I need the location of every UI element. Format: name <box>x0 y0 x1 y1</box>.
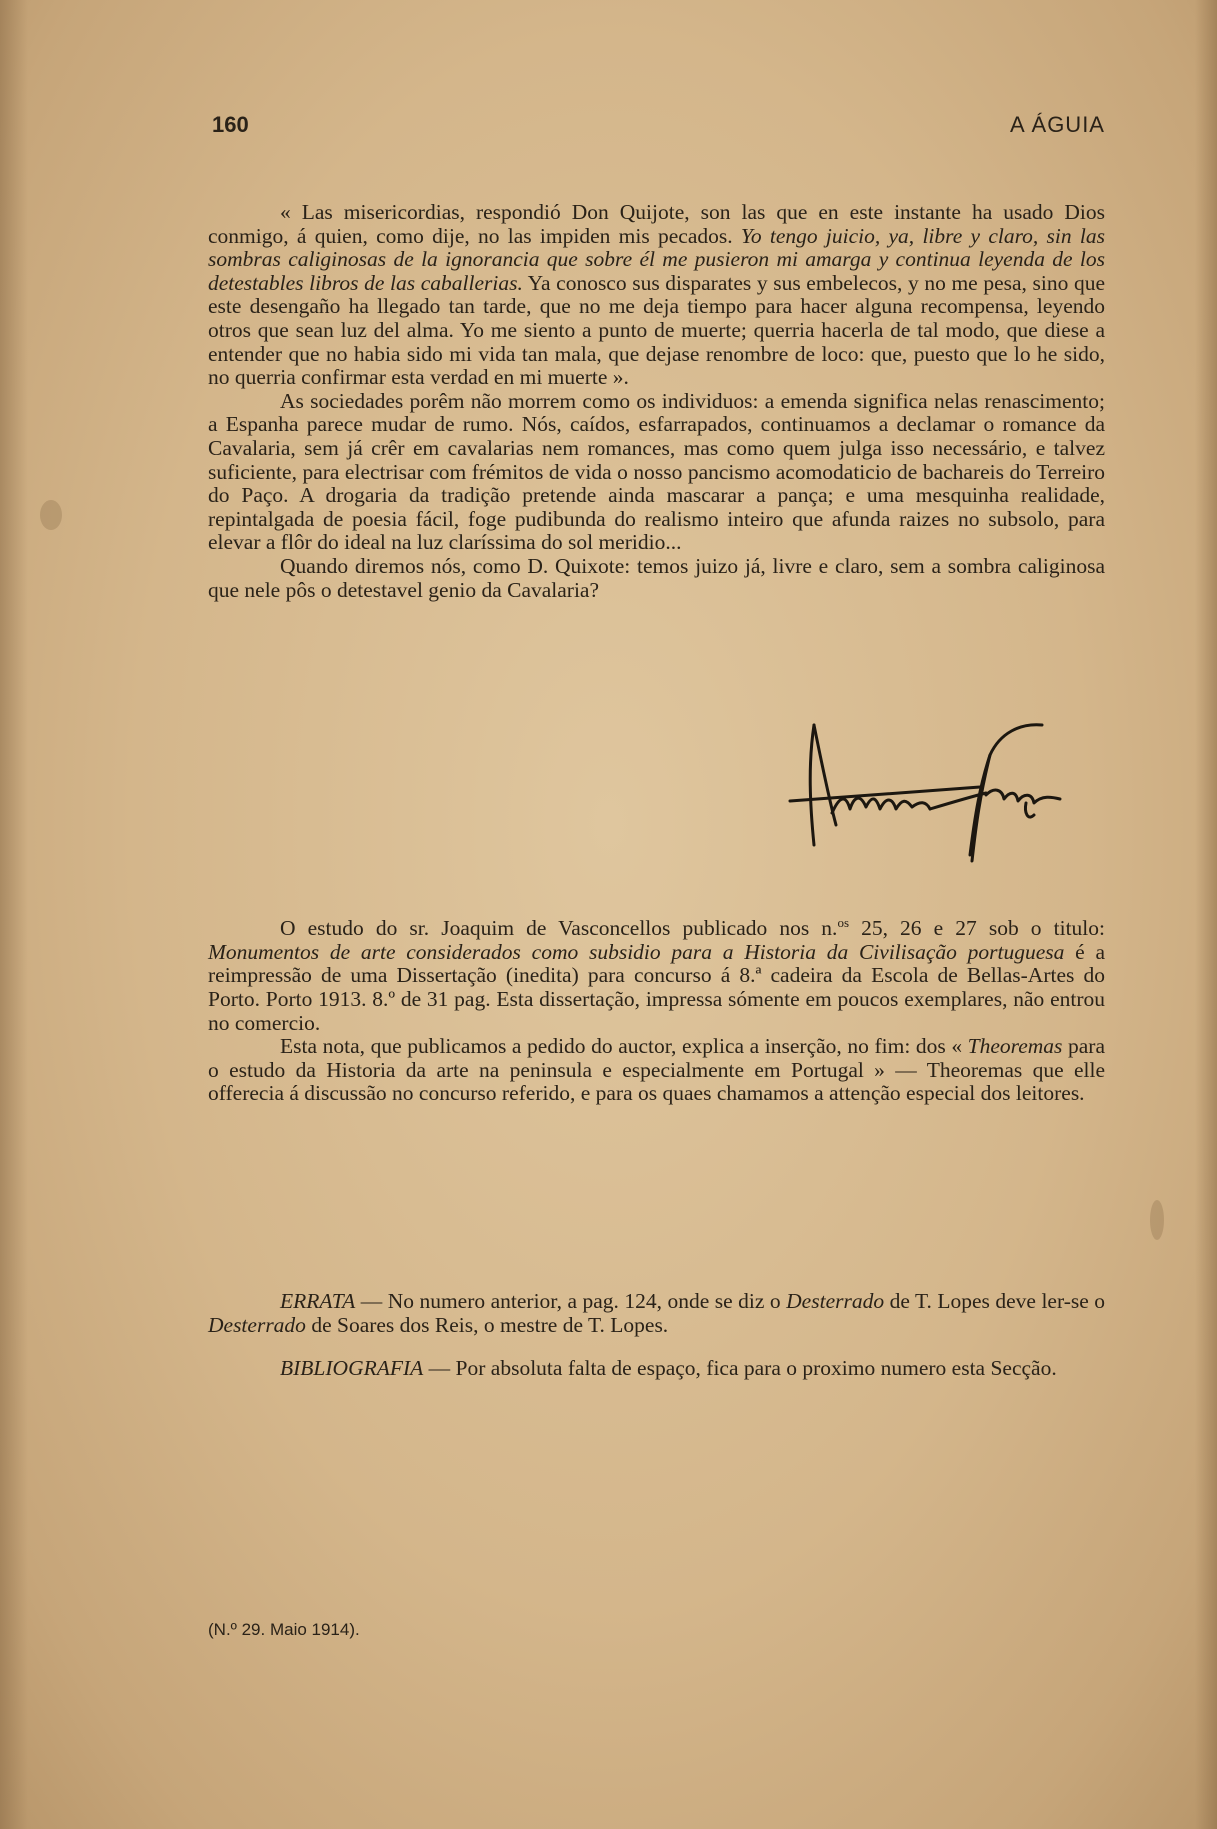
bibliografia-paragraph <box>208 1357 1105 1381</box>
quote-text-end: Ya conosco sus disparates y sus embelecos, y no me pesa, sino que este desengaño ha llegado tan tarde, que no me deja tiempo para hacer alguna recompensa, leyendo otros que sean luz del alma. Yo me siento a punto de muerte; querria hacerla de tal modo, que diese a entender que no habia sido mi vida tan mala, que dejase renombre de loco: que, puesto que lo he sido, no querria confirmar esta verdad en mi muerte ». <box>208 270 1105 390</box>
note-1-text-c: é a reimpressão de uma Dissertação (inedita) para concurso á 8.ª cadeira da Escola de Bellas-Artes do Porto. Porto 1913. 8.º de 31 pag. Esta dissertação, impressa sómente em poucos exemplares, não entrou no comercio. <box>208 939 1105 1035</box>
note-vasconcellos <box>208 911 1105 1035</box>
issue-note: (N.º 29. Maio 1914). <box>208 1620 360 1639</box>
note-1-title: Monumentos de arte considerados como subsidio para a Historia da Civilisação portuguesa <box>208 939 1065 964</box>
errata-italic-2: Desterrado <box>208 1312 306 1337</box>
note-theoremas <box>208 1035 1105 1106</box>
paper-stain <box>1150 1200 1164 1240</box>
note-2-text-b: para o estudo da Historia da arte na peninsula e especialmente em Portugal » — Theoremas que elle offerecia á discussão no concurso referido, e para os quaes chamamos a attenção especial dos leitores. <box>208 1034 1105 1106</box>
paper-stain <box>40 500 62 530</box>
quote-italic-text: Yo tengo juicio, ya, libre y claro, sin las sombras caliginosas de la ignorancia que sobre él me pusieron mi amarga y continua leyenda de los detestables libros de las caballerias. <box>208 223 1105 295</box>
quote-text-start: « Las misericordias, respondió Don Quijote, son las que en este instante ha usado Dios conmigo, á quien, como dije, no las impiden mis pecados. <box>208 200 1105 248</box>
paragraph-question: Quando diremos nós, como D. Quixote: temos juizo já, livre e claro, sem a sombra caliginosa que nele pôs o detestavel genio da Cavalaria? <box>208 553 1105 602</box>
errata-text-c: de Soares dos Reis, o mestre de T. Lopes. <box>305 1312 669 1337</box>
page-edge-shadow-left <box>0 0 28 1829</box>
errata-section <box>208 1290 1105 1401</box>
page-edge-shadow-right <box>1195 0 1217 1829</box>
errata-paragraph <box>208 1290 1105 1337</box>
errata-italic-1: Desterrado <box>786 1289 885 1313</box>
errata-text-b: de T. Lopes deve ler-se o <box>884 1289 1105 1313</box>
errata-text: — No numero anterior, a pag. 124, onde se diz o <box>355 1289 787 1313</box>
signature-image <box>780 705 1100 865</box>
quote-paragraph <box>208 201 1105 390</box>
paragraph-societies: As sociedades porêm não morrem como os individuos: a emenda significa nelas renascimento; a Espanha parece mudar de rumo. Nós, caídos, esfarrapados, continuamos a declamar o romance da Cavalaria, sem já crêr em cavalarias nem romances, mas como quem julga isso necessário, e talvez suficiente, para electrisar com frémitos de vida o nosso pancismo acomodaticio de bachareis do Terreiro do Paço. A drogaria da tradição pretende ainda mascarar a pança; e uma mesquinha realidade, repintalgada de poesia fácil, foge pudibunda do realismo inteiro que afunda raizes no subsolo, para elevar a flôr do ideal na luz claríssima do sol meridio... <box>208 388 1105 555</box>
note-1-text: O estudo do sr. Joaquim de Vasconcellos publicado nos n. <box>280 916 838 941</box>
editorial-notes <box>208 911 1105 1106</box>
bibliografia-label: BIBLIOGRAFIA <box>280 1356 424 1381</box>
errata-label: ERRATA <box>280 1289 356 1313</box>
note-2-text: Esta nota, que publicamos a pedido do auctor, explica a inserção, no fim: dos « <box>280 1034 968 1059</box>
journal-title: A ÁGUIA <box>1009 112 1105 137</box>
article-body <box>208 201 1105 602</box>
page-number: 160 <box>212 112 249 137</box>
page-header <box>212 112 1105 146</box>
note-1-text-b: 25, 26 e 27 sob o titulo: <box>849 916 1106 941</box>
author-signature <box>780 705 1100 865</box>
bibliografia-text: — Por absoluta falta de espaço, fica para o proximo numero esta Secção. <box>423 1356 1057 1381</box>
note-2-title: Theoremas <box>967 1034 1063 1059</box>
note-1-superscript: os <box>837 915 849 930</box>
